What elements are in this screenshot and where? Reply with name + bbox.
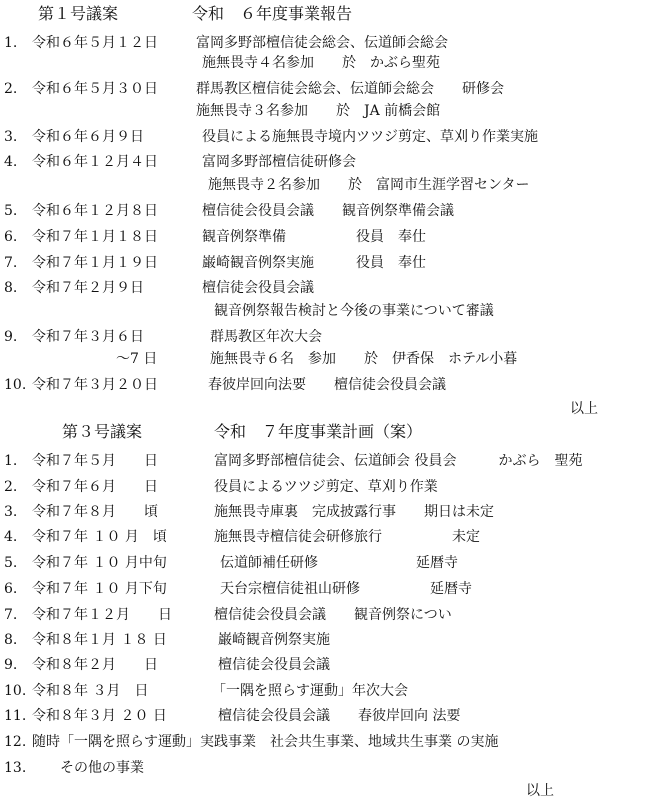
item-number: 1. xyxy=(4,35,18,51)
item-number: 4. xyxy=(4,529,18,545)
item-description: 巌崎観音例祭実施 役員 奉仕 xyxy=(202,255,426,271)
item-number: 10. xyxy=(4,377,27,393)
item-date: 令和７年３月６日 xyxy=(32,329,144,345)
item-date: 令和８年２月 日 xyxy=(32,657,158,673)
item-description: その他の事業 xyxy=(60,760,144,776)
item-number: 9. xyxy=(4,657,18,673)
item-date-end: ～7 日 xyxy=(116,351,158,367)
item-description: 富岡多野部檀信徒研修会 xyxy=(202,154,356,170)
item-description: 檀信徒会役員会議 xyxy=(202,280,314,296)
item-date: 令和７年１月１９日 xyxy=(32,255,158,271)
item-description: 檀信徒会役員会議 xyxy=(218,657,330,673)
item-number: 7. xyxy=(4,607,18,623)
item-number: 12. xyxy=(4,734,27,750)
item-description: 檀信徒会役員会議 春彼岸回向 法要 xyxy=(218,708,461,724)
item-date: 令和６年６月９日 xyxy=(32,129,144,145)
item-date: 令和７年 １０ 月下旬 xyxy=(32,581,167,597)
item-date: 令和８年 ３月 日 xyxy=(32,683,149,699)
item-number: 1. xyxy=(4,453,18,469)
item-description: 役員による施無畏寺境内ツツジ剪定、草刈り作業実施 xyxy=(202,129,538,145)
item-description: 伝道師補任研修 延暦寺 xyxy=(220,555,458,571)
item-detail: 施無畏寺２名参加 於 富岡市生涯学習センター xyxy=(208,177,530,193)
item-description: 観音例祭準備 役員 奉仕 xyxy=(202,229,426,245)
item-description: 檀信徒会役員会議 観音例祭につい xyxy=(214,607,452,623)
item-description: 巌崎観音例祭実施 xyxy=(218,632,330,648)
item-description: 役員によるツツジ剪定、草刈り作業 xyxy=(214,479,438,495)
item-date: 令和７年 １０ 月中旬 xyxy=(32,555,167,571)
item-description: 檀信徒会役員会議 観音例祭準備会議 xyxy=(202,203,454,219)
item-date: 令和７年３月２０日 xyxy=(32,377,158,393)
item-description: 富岡多野部檀信徒会、伝道師会 役員会 かぶら 聖苑 xyxy=(214,453,583,469)
item-number: 13. xyxy=(4,760,27,776)
item-number: 9. xyxy=(4,329,18,345)
item-date: 令和７年８月 頃 xyxy=(32,504,158,520)
item-number: 5. xyxy=(4,555,18,571)
item-description: 春彼岸回向法要 檀信徒会役員会議 xyxy=(208,377,446,393)
item-date: 令和８年３月 ２０ 日 xyxy=(32,708,167,724)
item-date: 令和７年６月 日 xyxy=(32,479,158,495)
item-detail: 施無畏寺４名参加 於 かぶら聖苑 xyxy=(202,55,440,71)
section3-number: 第３号議案 xyxy=(62,422,143,441)
item-date: 令和７年５月 日 xyxy=(32,453,158,469)
section1-number: 第１号議案 xyxy=(38,4,119,23)
item-description: 「一隅を照らす運動」年次大会 xyxy=(212,683,408,699)
item-date: 令和７年１月１８日 xyxy=(32,229,158,245)
item-number: 11. xyxy=(4,708,27,724)
item-number: 6. xyxy=(4,229,18,245)
item-date: 令和７年２月９日 xyxy=(32,280,144,296)
item-number: 6. xyxy=(4,581,18,597)
item-number: 8. xyxy=(4,632,18,648)
item-detail: 観音例祭報告検討と今後の事業について審議 xyxy=(214,303,494,319)
section3-title: 令和 ７年度事業計画（案） xyxy=(214,422,423,441)
item-date: 令和６年５月１２日 xyxy=(32,35,158,51)
section1-title: 令和 ６年度事業報告 xyxy=(192,4,353,23)
item-date: 令和６年１２月４日 xyxy=(32,154,158,170)
item-number: 3. xyxy=(4,129,18,145)
item-description: 群馬教区年次大会 xyxy=(210,329,322,345)
item-number: 3. xyxy=(4,504,18,520)
item-date: 令和６年５月３０日 xyxy=(32,81,158,97)
item-date: 令和７年１２月 日 xyxy=(32,607,172,623)
item-detail: 施無畏寺６名 参加 於 伊香保 ホテル小暮 xyxy=(210,351,518,367)
item-description: 随時「一隅を照らす運動」実践事業 社会共生事業、地域共生事業 の実施 xyxy=(32,734,499,750)
item-description: 天台宗檀信徒祖山研修 延暦寺 xyxy=(220,581,472,597)
item-number: 4. xyxy=(4,154,18,170)
item-number: 2. xyxy=(4,81,18,97)
item-detail: 施無畏寺３名参加 於 JA 前橋会館 xyxy=(196,103,441,119)
item-number: 8. xyxy=(4,280,18,296)
item-date: 令和８年１月 １８ 日 xyxy=(32,632,167,648)
section3-end-mark: 以上 xyxy=(526,783,554,799)
item-description: 群馬教区檀信徒会総会、伝道師会総会 研修会 xyxy=(196,81,504,97)
item-date: 令和６年１２月８日 xyxy=(32,203,158,219)
item-number: 2. xyxy=(4,479,18,495)
item-number: 10. xyxy=(4,683,27,699)
item-description: 富岡多野部檀信徒会総会、伝道師会総会 xyxy=(196,35,448,51)
item-number: 5. xyxy=(4,203,18,219)
item-description: 施無畏寺檀信徒会研修旅行 未定 xyxy=(214,529,480,545)
item-description: 施無畏寺庫裏 完成披露行事 期日は未定 xyxy=(214,504,494,520)
item-date: 令和７年 １０ 月 頃 xyxy=(32,529,167,545)
item-number: 7. xyxy=(4,255,18,271)
section1-end-mark: 以上 xyxy=(570,401,598,417)
